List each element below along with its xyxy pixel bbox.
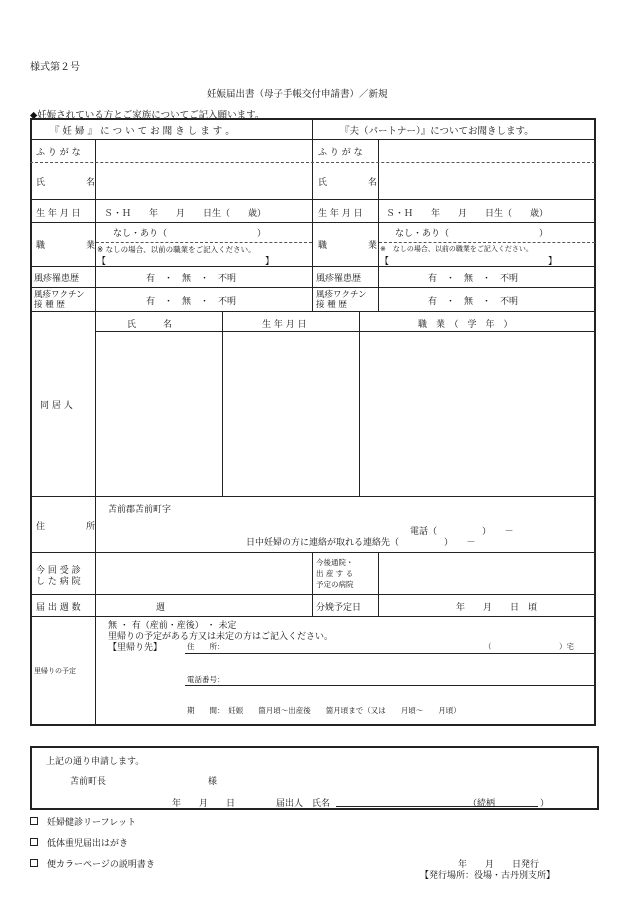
pregnant-bracket-left: 【 (97, 257, 107, 267)
future-hospital-field[interactable] (379, 553, 594, 593)
pregnant-birth-field[interactable]: Ｓ・Ｈ 年 月 日生（ 歳） (104, 209, 267, 219)
application-statement: 上記の通り申請します。 (46, 757, 145, 767)
future-hospital-label-2: 出 産 す る (316, 569, 354, 578)
partner-rubella-history-options[interactable]: 有 ・ 無 ・ 不明 (428, 274, 519, 284)
partner-rubella-history-label: 風疹罹患歴 (316, 274, 362, 284)
partner-rubella-vaccine-label-1: 風疹ワクチン (316, 290, 367, 300)
applicant-label: 届出人 氏名 (276, 799, 331, 809)
rubella-history-label: 風疹罹患歴 (34, 274, 80, 284)
checkbox-icon[interactable] (30, 817, 38, 825)
furigana-label: ふ り が な (36, 148, 81, 158)
household-col-birth: 生 年 月 日 (262, 320, 307, 330)
sama-label: 様 (208, 777, 218, 787)
partner-occupation-note: ※ なしの場合、以前の職業をご記入ください。 (380, 245, 533, 253)
application-date[interactable]: 年 月 日 (172, 799, 236, 809)
household-col-name: 氏 名 (127, 320, 173, 330)
household-label: 同 居 人 (40, 401, 73, 411)
checkbox-icon[interactable] (30, 859, 38, 867)
pregnant-bracket-right: 】 (265, 257, 275, 267)
rubella-vaccine-label-1: 風疹ワクチン (34, 290, 85, 300)
occupation-label-2: 業 (86, 241, 96, 251)
satogaeri-period[interactable]: 期 間： 妊娠 箇月頃～出産後 箇月頃まで（又は 月頃～ 月頃） (187, 706, 461, 715)
satogaeri-destination-label: 【里帰り先】 (108, 643, 163, 653)
partner-birth-field[interactable]: Ｓ・Ｈ 年 月 日生（ 歳） (386, 209, 549, 219)
due-date-field[interactable]: 年 月 日 頃 (456, 603, 538, 613)
partner-name-label-1: 氏 (318, 178, 328, 188)
pregnant-furigana-field[interactable] (96, 140, 311, 162)
satogaeri-label: 里帰りの予定 (34, 667, 76, 675)
checklist-item[interactable] (30, 815, 136, 828)
checklist-label: 妊婦健診リーフレット (47, 818, 137, 828)
future-hospital-label-1: 今後通院・ (316, 558, 354, 567)
satogaeri-phone-label: 電話番号： (187, 675, 225, 684)
pregnant-occupation-note: ※ なしの場合、以前の職業をご記入ください。 (97, 245, 256, 254)
name-label-1: 氏 (36, 178, 46, 188)
due-date-label: 分娩予定日 (316, 603, 362, 613)
household-col-job: 職 業 （ 学 年 ） (418, 320, 513, 330)
satogaeri-address-label: 住 所： (187, 642, 225, 651)
partner-furigana-label: ふ り が な (318, 148, 363, 158)
checklist-label: 便カラーページの説明書き (47, 860, 155, 870)
pregnant-header: 『 妊 婦 』 に つ い て お 聞 き し ま す 。 (50, 126, 235, 137)
future-hospital-label-3: 予定の病院 (316, 580, 354, 589)
form-title: 妊娠届出書（母子手帳交付申請書）／新規 (207, 89, 388, 100)
partner-name-field[interactable] (379, 163, 594, 199)
birth-label: 生 年 月 日 (36, 209, 81, 219)
visited-hospital-label-2: し た 病 院 (36, 577, 81, 587)
visited-hospital-field[interactable] (96, 553, 311, 593)
address-label-2: 所 (86, 522, 96, 532)
visited-hospital-label-1: 今 回 受 診 (36, 566, 81, 576)
partner-rubella-vaccine-label-2: 接 種 歴 (316, 300, 347, 310)
satogaeri-address-suffix: （ ）宅 (484, 642, 574, 651)
weeks-label: 届 出 週 数 (36, 603, 81, 613)
issue-place: 【発行場所：役場・古丹別支所】 (420, 871, 556, 881)
partner-bracket-right: 】 (548, 257, 558, 267)
pregnant-name-field[interactable] (96, 163, 311, 199)
issue-date: 年 月 日発行 (458, 860, 540, 870)
address-prefix: 苫前郡苫前町字 (108, 505, 172, 515)
intro-text: ◆妊娠されている方とご家族についてご記入願います。 (30, 110, 265, 121)
checklist-label: 低体重児届出はがき (47, 839, 129, 849)
partner-occupation-label-2: 業 (368, 241, 378, 251)
pregnant-rubella-vaccine-options[interactable]: 有 ・ 無 ・ 不明 (146, 297, 237, 307)
address-phone[interactable]: 電話（ ） － (410, 527, 514, 537)
checkbox-icon[interactable] (30, 838, 38, 846)
mayor-label: 苫前町長 (70, 777, 107, 787)
partner-birth-label: 生 年 月 日 (318, 209, 363, 219)
relation-field[interactable]: （続柄 ） (468, 799, 550, 809)
address-label-1: 住 (36, 522, 46, 532)
name-label-2: 名 (86, 178, 96, 188)
satogaeri-instruction: 里帰りの予定がある方又は未定の方はご記入ください。 (108, 632, 334, 642)
partner-furigana-field[interactable] (379, 140, 594, 162)
partner-bracket-left: 【 (380, 257, 390, 267)
address-day-contact[interactable]: 日中妊婦の方に連絡が取れる連絡先（ ） － (246, 538, 476, 548)
occupation-label-1: 職 (36, 241, 46, 251)
partner-name-label-2: 名 (368, 178, 378, 188)
rubella-vaccine-label-2: 接 種 歴 (34, 300, 65, 310)
partner-occupation-field[interactable]: なし・あり（ ） (395, 229, 549, 239)
form-number: 様式第２号 (30, 62, 80, 73)
household-entry-area[interactable] (96, 332, 594, 495)
partner-rubella-vaccine-options[interactable]: 有 ・ 無 ・ 不明 (428, 297, 519, 307)
pregnant-occupation-field[interactable]: なし・あり（ ） (113, 229, 267, 239)
checklist-item[interactable] (30, 857, 155, 870)
checklist-item[interactable] (30, 836, 128, 849)
weeks-field[interactable]: 週 (156, 603, 166, 613)
partner-occupation-label-1: 職 (318, 241, 328, 251)
partner-header: 『夫（パートナー）』についてお聞きします。 (340, 126, 534, 137)
satogaeri-options[interactable]: 無 ・ 有（産前・産後） ・ 未定 (108, 621, 237, 631)
pregnant-rubella-history-options[interactable]: 有 ・ 無 ・ 不明 (146, 274, 237, 284)
